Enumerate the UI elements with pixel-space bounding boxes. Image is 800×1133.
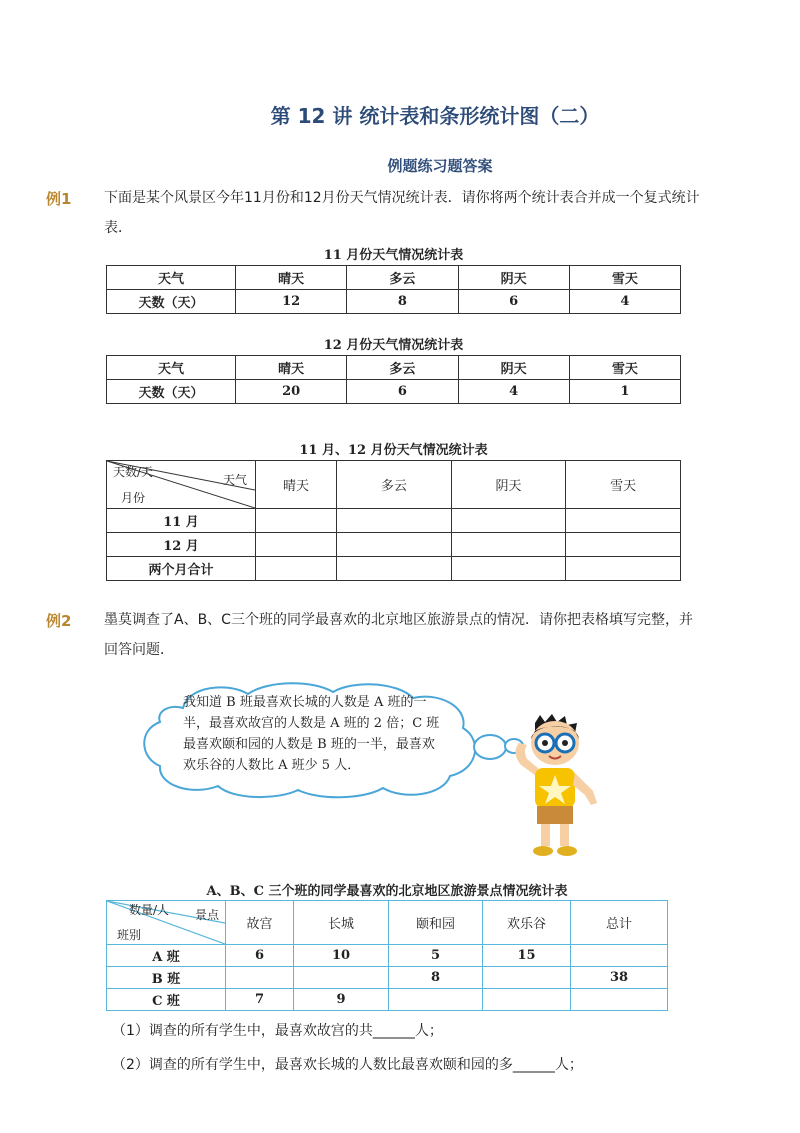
example1-label: 例1 — [46, 190, 72, 208]
nov-header-weather: 天气 — [107, 266, 236, 290]
row-class-a: A 班 — [107, 945, 226, 967]
combined-cell — [337, 509, 452, 533]
header-total: 总计 — [571, 901, 668, 945]
combined-header-sunny: 晴天 — [256, 461, 337, 509]
attractions-corner-class: 班别 — [117, 928, 142, 942]
corner-label-month: 月份 — [121, 491, 146, 505]
header-summer-palace: 颐和园 — [389, 901, 483, 945]
combined-cell — [566, 533, 681, 557]
header-great-wall: 长城 — [294, 901, 389, 945]
cell-a-summer: 5 — [389, 945, 483, 967]
dec-table-caption: 12 月份天气情况统计表 — [323, 338, 464, 353]
combined-cell — [451, 557, 566, 581]
attractions-corner-count: 数量/人 — [129, 903, 170, 917]
combined-corner-cell — [107, 461, 256, 509]
dec-header-cloudy: 多云 — [347, 356, 458, 380]
cell-c-summer — [389, 989, 483, 1011]
corner-label-count: 天数/天 — [113, 465, 154, 479]
header-happy-valley: 欢乐谷 — [483, 901, 571, 945]
question-1: （1）调查的所有学生中，最喜欢故宫的共______人； — [112, 1023, 443, 1039]
nov-row-label: 天数（天） — [107, 290, 236, 314]
corner-label-weather: 天气 — [222, 473, 247, 487]
cell-a-total — [571, 945, 668, 967]
attractions-table — [106, 900, 668, 1011]
page-title: 第 12 讲 统计表和条形统计图（二） — [270, 104, 600, 128]
cell-a-wall: 10 — [294, 945, 389, 967]
dec-cell-overcast: 4 — [458, 380, 569, 404]
nov-cell-overcast: 6 — [458, 290, 569, 314]
example1-text-line2: 表． — [104, 220, 132, 236]
dec-cell-snow: 1 — [569, 380, 680, 404]
example2-text-line2: 回答问题． — [104, 642, 174, 658]
question-2: （2）调查的所有学生中，最喜欢长城的人数比最喜欢颐和园的多______人； — [112, 1057, 583, 1073]
example2-label: 例2 — [46, 612, 72, 630]
nov-header-overcast: 阴天 — [458, 266, 569, 290]
combined-row-total: 两个月合计 — [107, 557, 256, 581]
example2-text — [104, 605, 720, 665]
dec-header-overcast: 阴天 — [458, 356, 569, 380]
nov-cell-cloudy: 8 — [347, 290, 458, 314]
nov-table-caption: 11 月份天气情况统计表 — [323, 248, 464, 263]
attractions-corner-spot: 景点 — [194, 908, 219, 922]
nov-header-snow: 雪天 — [569, 266, 680, 290]
combined-table-caption: 11 月、12 月份天气情况统计表 — [299, 443, 488, 458]
dec-header-snow: 雪天 — [569, 356, 680, 380]
nov-header-sunny: 晴天 — [236, 266, 347, 290]
cell-b-valley — [483, 967, 571, 989]
row-class-b: B 班 — [107, 967, 226, 989]
attractions-corner-cell — [107, 901, 226, 945]
combined-cell — [337, 533, 452, 557]
cell-a-valley: 15 — [483, 945, 571, 967]
example1-text — [104, 183, 720, 243]
combined-weather-table — [106, 460, 681, 581]
nov-header-cloudy: 多云 — [347, 266, 458, 290]
example2-text-line1: 墨莫调查了A、B、C三个班的同学最喜欢的北京地区旅游景点的情况．请你把表格填写完整，并 — [104, 612, 693, 628]
nov-cell-sunny: 12 — [236, 290, 347, 314]
row-class-c: C 班 — [107, 989, 226, 1011]
dec-row-label: 天数（天） — [107, 380, 236, 404]
combined-row-dec: 12 月 — [107, 533, 256, 557]
combined-header-overcast: 阴天 — [451, 461, 566, 509]
combined-header-snow: 雪天 — [566, 461, 681, 509]
attractions-table-caption: A、B、C 三个班的同学最喜欢的北京地区旅游景点情况统计表 — [206, 884, 568, 899]
cell-b-total: 38 — [571, 967, 668, 989]
combined-row-nov: 11 月 — [107, 509, 256, 533]
example1-text-line1: 下面是某个风景区今年11月份和12月份天气情况统计表．请你将两个统计表合并成一个复式统计 — [104, 190, 700, 206]
combined-cell — [451, 509, 566, 533]
cell-c-wall: 9 — [294, 989, 389, 1011]
cell-c-total — [571, 989, 668, 1011]
cartoon-boy-illustration — [505, 713, 605, 863]
combined-cell — [451, 533, 566, 557]
cell-b-wall — [294, 967, 389, 989]
cell-c-valley — [483, 989, 571, 1011]
page-subtitle: 例题练习题答案 — [387, 157, 493, 175]
header-palace: 故宫 — [226, 901, 294, 945]
thought-bubble-text: 我知道 B 班最喜欢长城的人数是 A 班的一半，最喜欢故宫的人数是 A 班的 2 倍；C 班最喜欢颐和园的人数是 B 班的一半，最喜欢欢乐谷的人数比 A 班少 5 人． — [183, 695, 440, 773]
nov-weather-table — [106, 265, 681, 314]
combined-cell — [256, 557, 337, 581]
combined-cell — [566, 509, 681, 533]
cell-c-palace: 7 — [226, 989, 294, 1011]
dec-weather-table — [106, 355, 681, 404]
dec-cell-cloudy: 6 — [347, 380, 458, 404]
combined-cell — [256, 509, 337, 533]
combined-header-cloudy: 多云 — [337, 461, 452, 509]
cell-b-palace — [226, 967, 294, 989]
cell-b-summer: 8 — [389, 967, 483, 989]
nov-cell-snow: 4 — [569, 290, 680, 314]
combined-cell — [566, 557, 681, 581]
cell-a-palace: 6 — [226, 945, 294, 967]
dec-header-weather: 天气 — [107, 356, 236, 380]
dec-header-sunny: 晴天 — [236, 356, 347, 380]
combined-cell — [337, 557, 452, 581]
combined-cell — [256, 533, 337, 557]
dec-cell-sunny: 20 — [236, 380, 347, 404]
